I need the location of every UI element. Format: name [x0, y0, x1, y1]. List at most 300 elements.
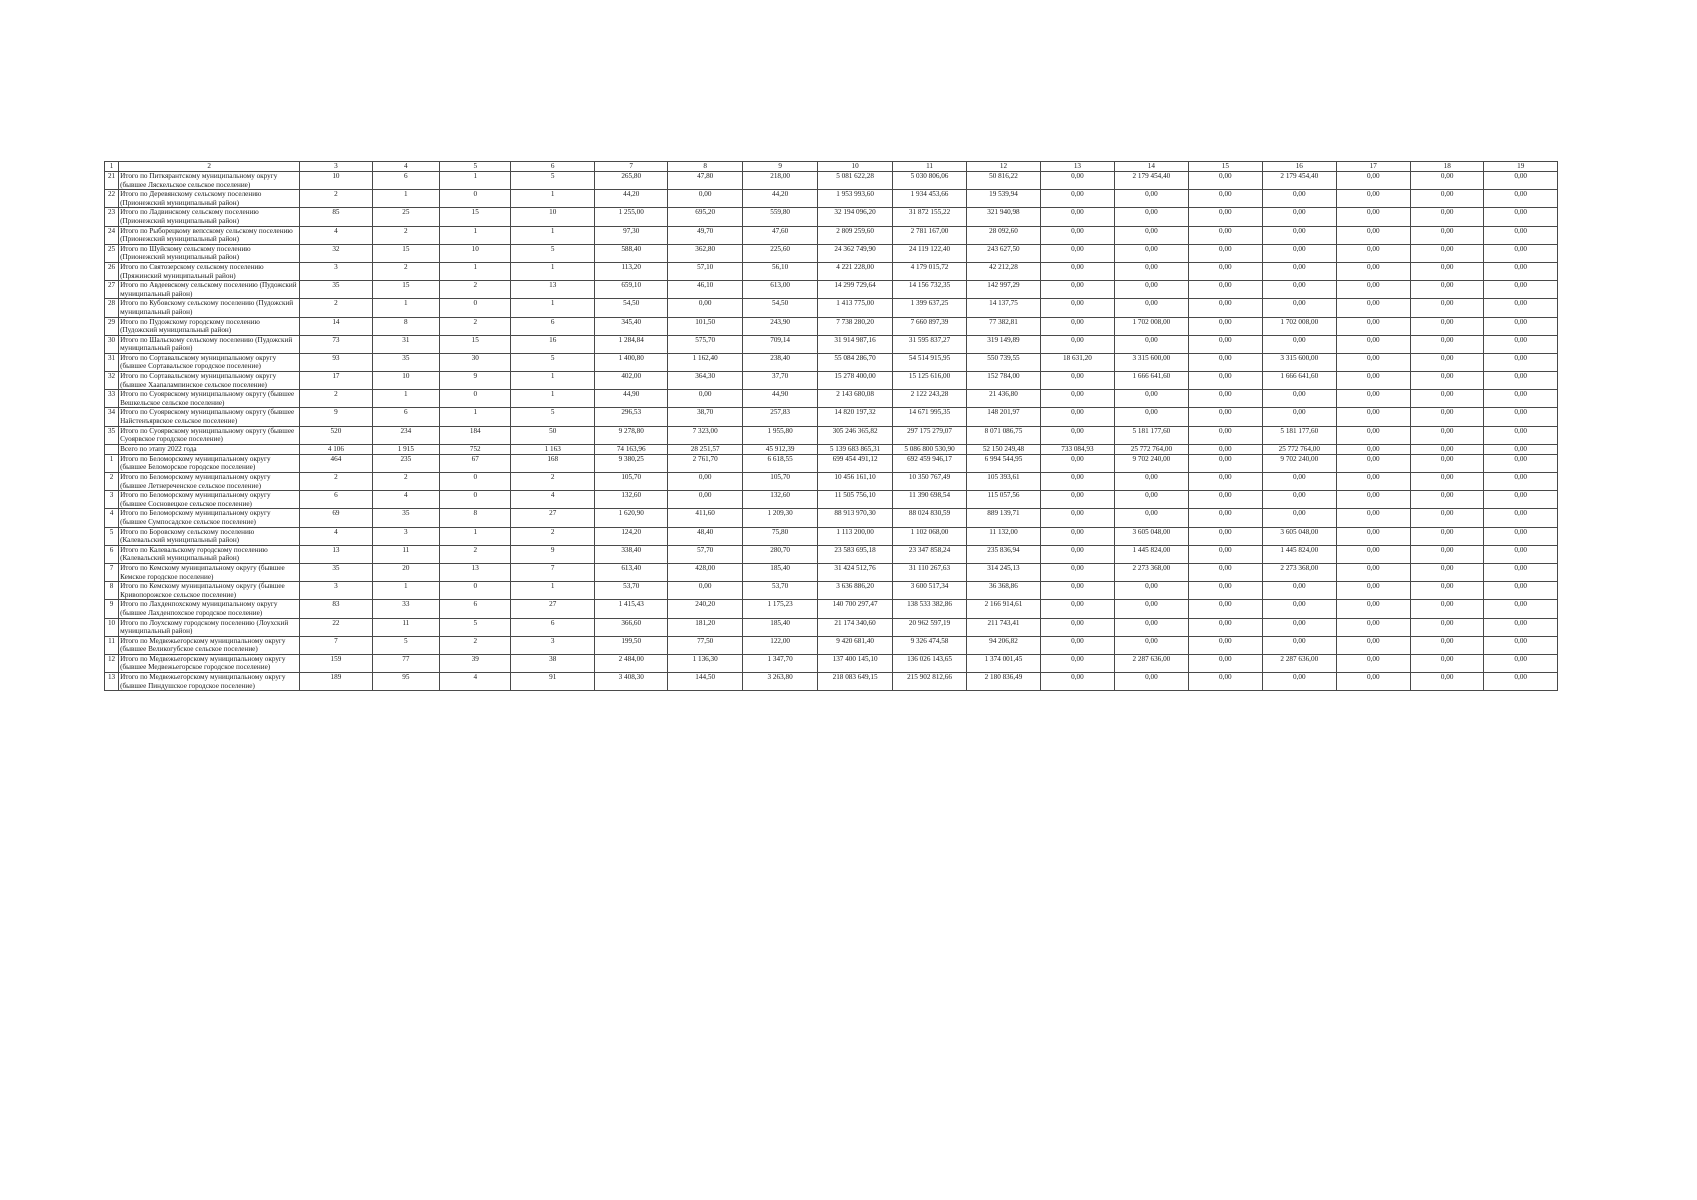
table-cell: 0,00 [1484, 618, 1558, 636]
table-cell: 0,00 [1263, 208, 1336, 226]
table-cell: 57,70 [668, 545, 742, 563]
table-cell: 15 [440, 208, 511, 226]
table-cell: 366,60 [594, 618, 667, 636]
table-cell: 49,70 [668, 226, 742, 244]
table-cell: 25 772 764,00 [1115, 444, 1188, 454]
table-cell: 0,00 [1040, 408, 1114, 426]
row-number: 9 [105, 600, 119, 618]
table-cell: 0,00 [1484, 262, 1558, 280]
table-cell: 1 [372, 582, 439, 600]
table-cell: 0,00 [1336, 299, 1410, 317]
table-cell: 152 784,00 [967, 372, 1040, 390]
table-cell: 0,00 [1188, 582, 1262, 600]
table-row [105, 527, 1558, 545]
table-cell: 0,00 [1336, 372, 1410, 390]
table-cell: 0,00 [1188, 618, 1262, 636]
table-cell: 0,00 [1040, 299, 1114, 317]
table-cell: 13 [440, 563, 511, 581]
table-cell: 0,00 [668, 390, 742, 408]
table-cell: 1 [440, 226, 511, 244]
table-cell: 0,00 [1336, 673, 1410, 691]
table-cell: 0,00 [1336, 654, 1410, 672]
table-cell: 0,00 [1410, 636, 1483, 654]
table-cell: 8 [440, 509, 511, 527]
row-label: Итого по Пудожскому городскому поселению (Пудожский муниципальный район) [119, 317, 300, 335]
table-cell: 52 150 249,48 [967, 444, 1040, 454]
table-cell: 0,00 [1040, 673, 1114, 691]
header-row [105, 162, 1558, 172]
table-cell: 30 [440, 353, 511, 371]
table-cell: 22 [300, 618, 372, 636]
table-cell: 613,40 [594, 563, 667, 581]
table-cell: 124,20 [594, 527, 667, 545]
table-cell: 0,00 [1115, 582, 1188, 600]
column-header: 19 [1484, 162, 1558, 172]
row-label: Итого по Лоухскому городскому поселению (Лоухский муниципальный район) [119, 618, 300, 636]
table-cell: 5 086 800 530,90 [892, 444, 966, 454]
table-cell: 44,20 [594, 190, 667, 208]
table-cell: 1 400,80 [594, 353, 667, 371]
table-cell: 0 [440, 582, 511, 600]
row-label: Итого по Боровскому сельскому поселению (Калевальский муниципальный район) [119, 527, 300, 545]
table-cell: 3 600 517,34 [892, 582, 966, 600]
table-cell: 0,00 [1484, 226, 1558, 244]
table-cell: 105 393,61 [967, 473, 1040, 491]
row-number: 10 [105, 618, 119, 636]
table-cell: 0,00 [1040, 262, 1114, 280]
table-cell: 2 [372, 473, 439, 491]
table-cell: 1 934 453,66 [892, 190, 966, 208]
column-header: 6 [511, 162, 595, 172]
table-row [105, 636, 1558, 654]
table-cell: 0,00 [1410, 509, 1483, 527]
table-cell: 27 [511, 509, 595, 527]
table-cell: 44,20 [742, 190, 817, 208]
table-cell: 235 [372, 454, 439, 472]
table-cell: 0,00 [1040, 317, 1114, 335]
table-cell: 0,00 [1484, 372, 1558, 390]
table-cell: 0,00 [1484, 563, 1558, 581]
row-label: Итого по Суоярвскому муниципальному округу (бывшее Суоярвское городское поселение) [119, 426, 300, 444]
column-header: 18 [1410, 162, 1483, 172]
table-cell: 0,00 [1336, 454, 1410, 472]
table-cell: 37,70 [742, 372, 817, 390]
table-cell: 57,10 [668, 262, 742, 280]
row-number: 2 [105, 473, 119, 491]
row-label: Итого по Питкярантскому муниципальному округу (бывшее Ляскельское сельское поселение) [119, 172, 300, 190]
table-cell: 362,80 [668, 244, 742, 262]
table-cell: 138 533 382,86 [892, 600, 966, 618]
table-cell: 2 287 636,00 [1263, 654, 1336, 672]
table-cell: 0,00 [1336, 426, 1410, 444]
table-cell: 0,00 [1336, 636, 1410, 654]
table-cell: 1 415,43 [594, 600, 667, 618]
table-cell: 0,00 [1484, 408, 1558, 426]
table-cell: 1 702 008,00 [1115, 317, 1188, 335]
table-cell: 575,70 [668, 335, 742, 353]
table-cell: 0,00 [1115, 244, 1188, 262]
column-header: 14 [1115, 162, 1188, 172]
table-cell: 0,00 [1336, 600, 1410, 618]
table-cell: 0,00 [1040, 426, 1114, 444]
table-cell: 0,00 [1040, 654, 1114, 672]
table-cell: 9 702 240,00 [1263, 454, 1336, 472]
table-row [105, 172, 1558, 190]
column-header: 11 [892, 162, 966, 172]
row-number: 22 [105, 190, 119, 208]
table-cell: 0,00 [1484, 335, 1558, 353]
table-cell: 3 [300, 582, 372, 600]
row-number: 13 [105, 673, 119, 691]
table-cell: 115 057,56 [967, 491, 1040, 509]
table-cell: 2 [511, 527, 595, 545]
table-cell: 0,00 [1188, 636, 1262, 654]
table-cell: 95 [372, 673, 439, 691]
table-cell: 0,00 [1484, 491, 1558, 509]
table-cell: 11 505 756,10 [818, 491, 892, 509]
table-cell: 0,00 [1040, 600, 1114, 618]
column-header: 4 [372, 162, 439, 172]
table-cell: 0,00 [1040, 473, 1114, 491]
table-cell: 56,10 [742, 262, 817, 280]
table-cell: 10 [300, 172, 372, 190]
table-cell: 15 [372, 281, 439, 299]
table-cell: 88 913 970,30 [818, 509, 892, 527]
table-row [105, 673, 1558, 691]
table-cell: 1 209,30 [742, 509, 817, 527]
row-number: 33 [105, 390, 119, 408]
table-cell: 46,10 [668, 281, 742, 299]
table-row [105, 190, 1558, 208]
table-cell: 28 092,60 [967, 226, 1040, 244]
table-cell: 0,00 [1410, 600, 1483, 618]
table-cell: 0,00 [1484, 244, 1558, 262]
row-label: Итого по Суоярвскому муниципальному округу (бывшее Найстенъярвское сельское поселение) [119, 408, 300, 426]
table-cell: 53,70 [594, 582, 667, 600]
table-cell: 280,70 [742, 545, 817, 563]
table-cell: 0,00 [1263, 473, 1336, 491]
table-cell: 159 [300, 654, 372, 672]
table-cell: 0,00 [1040, 335, 1114, 353]
table-cell: 25 772 764,00 [1263, 444, 1336, 454]
table-cell: 25 [372, 208, 439, 226]
table-cell: 0,00 [1410, 299, 1483, 317]
table-cell: 1 [372, 299, 439, 317]
row-number: 3 [105, 491, 119, 509]
table-cell: 0,00 [1484, 190, 1558, 208]
table-row [105, 600, 1558, 618]
table-cell: 0,00 [1410, 582, 1483, 600]
table-cell: 14 [300, 317, 372, 335]
table-cell: 9 278,80 [594, 426, 667, 444]
column-header: 17 [1336, 162, 1410, 172]
table-cell: 1 136,30 [668, 654, 742, 672]
table-cell: 0,00 [1115, 299, 1188, 317]
table-cell: 5 [511, 408, 595, 426]
table-cell: 4 221 228,00 [818, 262, 892, 280]
table-cell: 0,00 [1188, 335, 1262, 353]
table-row [105, 390, 1558, 408]
table-cell: 0,00 [1188, 190, 1262, 208]
table-cell: 10 456 161,10 [818, 473, 892, 491]
table-cell: 50 816,22 [967, 172, 1040, 190]
table-cell: 0,00 [1188, 208, 1262, 226]
table-cell: 1 [511, 299, 595, 317]
table-cell: 0,00 [1410, 527, 1483, 545]
row-number: 35 [105, 426, 119, 444]
table-cell: 0,00 [1263, 491, 1336, 509]
table-cell: 14 137,75 [967, 299, 1040, 317]
table-cell: 0,00 [1484, 426, 1558, 444]
row-label: Итого по Калевальскому городскому поселению (Калевальский муниципальный район) [119, 545, 300, 563]
table-cell: 0,00 [1410, 317, 1483, 335]
table-cell: 53,70 [742, 582, 817, 600]
table-cell: 588,40 [594, 244, 667, 262]
table-cell: 142 997,29 [967, 281, 1040, 299]
table-cell: 0,00 [1410, 353, 1483, 371]
table-cell: 0,00 [1410, 654, 1483, 672]
table-cell: 0,00 [1188, 317, 1262, 335]
table-cell: 32 194 096,20 [818, 208, 892, 226]
table-cell: 2 [300, 390, 372, 408]
table-cell: 6 618,55 [742, 454, 817, 472]
table-cell: 0,00 [1410, 390, 1483, 408]
row-label: Итого по Кубовскому сельскому поселению (Пудожский муниципальный район) [119, 299, 300, 317]
table-cell: 2 179 454,40 [1115, 172, 1188, 190]
table-cell: 101,50 [668, 317, 742, 335]
table-cell: 0,00 [1336, 582, 1410, 600]
table-cell: 4 [372, 491, 439, 509]
table-cell: 364,30 [668, 372, 742, 390]
table-cell: 184 [440, 426, 511, 444]
table-cell: 91 [511, 673, 595, 691]
table-cell: 0,00 [1336, 509, 1410, 527]
total-row [105, 444, 1558, 454]
table-cell: 889 139,71 [967, 509, 1040, 527]
table-cell: 73 [300, 335, 372, 353]
table-cell: 345,40 [594, 317, 667, 335]
table-cell: 77,50 [668, 636, 742, 654]
table-cell: 0,00 [1188, 600, 1262, 618]
table-cell: 0,00 [1188, 299, 1262, 317]
table-cell: 1 163 [511, 444, 595, 454]
table-cell: 0,00 [1188, 454, 1262, 472]
row-label: Итого по Беломорскому муниципальному округу (бывшее Сумпосадское сельское поселение) [119, 509, 300, 527]
table-cell: 13 [300, 545, 372, 563]
table-cell: 39 [440, 654, 511, 672]
table-cell: 15 278 400,00 [818, 372, 892, 390]
table-cell: 189 [300, 673, 372, 691]
row-label: Итого по Медвежьегорскому муниципальному округу (бывшее Великогубское сельское поселение) [119, 636, 300, 654]
table-cell: 215 902 812,66 [892, 673, 966, 691]
table-cell: 0,00 [1115, 473, 1188, 491]
table-cell: 6 [372, 172, 439, 190]
table-cell: 31 110 267,63 [892, 563, 966, 581]
table-cell: 1 [440, 262, 511, 280]
table-row [105, 262, 1558, 280]
table-cell: 733 084,93 [1040, 444, 1114, 454]
row-label: Итого по Кемскому муниципальному округу (бывшее Кемское городское поселение) [119, 563, 300, 581]
row-label: Итого по Беломорскому муниципальному округу (бывшее Летнереченское сельское поселение) [119, 473, 300, 491]
table-cell: 0,00 [1040, 390, 1114, 408]
row-number: 7 [105, 563, 119, 581]
table-cell: 0,00 [1115, 190, 1188, 208]
table-cell: 0,00 [1410, 408, 1483, 426]
table-cell: 0,00 [1263, 299, 1336, 317]
table-cell: 0,00 [1484, 390, 1558, 408]
table-cell: 0,00 [1336, 527, 1410, 545]
table-cell: 31 595 837,27 [892, 335, 966, 353]
row-number: 4 [105, 509, 119, 527]
row-label: Итого по Ладвинскому сельскому поселению (Прионежский муниципальный район) [119, 208, 300, 226]
table-cell: 0,00 [1188, 426, 1262, 444]
table-cell: 0,00 [1336, 317, 1410, 335]
table-cell: 0,00 [1263, 190, 1336, 208]
table-cell: 1 113 200,00 [818, 527, 892, 545]
table-cell: 0,00 [1040, 491, 1114, 509]
table-cell: 97,30 [594, 226, 667, 244]
table-cell: 14 820 197,32 [818, 408, 892, 426]
table-cell: 0,00 [1336, 335, 1410, 353]
column-header: 10 [818, 162, 892, 172]
table-cell: 0,00 [1115, 408, 1188, 426]
row-number: 24 [105, 226, 119, 244]
table-cell: 10 350 767,49 [892, 473, 966, 491]
table-cell: 3 605 048,00 [1263, 527, 1336, 545]
table-cell: 5 [511, 244, 595, 262]
row-number: 27 [105, 281, 119, 299]
row-number: 31 [105, 353, 119, 371]
table-cell: 659,10 [594, 281, 667, 299]
table-cell: 0,00 [1263, 673, 1336, 691]
table-cell: 19 539,94 [967, 190, 1040, 208]
row-number: 32 [105, 372, 119, 390]
table-cell: 0,00 [1484, 636, 1558, 654]
table-cell: 265,80 [594, 172, 667, 190]
table-cell: 0,00 [1188, 172, 1262, 190]
table-cell: 2 781 167,00 [892, 226, 966, 244]
table-cell: 0,00 [1263, 262, 1336, 280]
table-cell: 2 484,00 [594, 654, 667, 672]
table-cell: 0,00 [1115, 636, 1188, 654]
table-cell: 0,00 [1410, 335, 1483, 353]
table-cell: 8 [372, 317, 439, 335]
table-cell: 35 [300, 563, 372, 581]
table-cell: 1 666 641,60 [1115, 372, 1188, 390]
table-cell: 0,00 [1115, 226, 1188, 244]
table-cell: 402,00 [594, 372, 667, 390]
housing-program-table [104, 161, 1558, 691]
table-cell: 185,40 [742, 618, 817, 636]
table-cell: 1 162,40 [668, 353, 742, 371]
table-cell: 5 [440, 618, 511, 636]
table-cell: 15 [372, 244, 439, 262]
table-cell: 0,00 [1040, 582, 1114, 600]
table-cell: 0,00 [1040, 172, 1114, 190]
table-row [105, 473, 1558, 491]
table-cell: 0,00 [1484, 317, 1558, 335]
table-cell: 0,00 [1188, 390, 1262, 408]
table-cell: 54,50 [594, 299, 667, 317]
table-cell: 50 [511, 426, 595, 444]
table-cell: 199,50 [594, 636, 667, 654]
table-cell: 0 [440, 190, 511, 208]
table-row [105, 545, 1558, 563]
table-cell: 0,00 [1410, 545, 1483, 563]
row-number: 5 [105, 527, 119, 545]
table-cell: 88 024 830,59 [892, 509, 966, 527]
table-cell: 0,00 [1410, 673, 1483, 691]
table-row [105, 563, 1558, 581]
table-cell: 55 084 286,70 [818, 353, 892, 371]
table-cell: 0,00 [1040, 454, 1114, 472]
table-cell: 38,70 [668, 408, 742, 426]
table-cell: 2 [440, 636, 511, 654]
table-cell: 67 [440, 454, 511, 472]
table-cell: 1 347,70 [742, 654, 817, 672]
table-cell: 2 [440, 545, 511, 563]
table-cell: 0,00 [1263, 390, 1336, 408]
table-cell: 5 081 622,28 [818, 172, 892, 190]
table-cell: 74 163,96 [594, 444, 667, 454]
table-cell: 7 660 897,39 [892, 317, 966, 335]
table-cell: 5 030 806,06 [892, 172, 966, 190]
table-cell: 7 323,00 [668, 426, 742, 444]
column-header: 9 [742, 162, 817, 172]
table-cell: 0,00 [1188, 673, 1262, 691]
table-cell: 0,00 [1040, 509, 1114, 527]
table-cell: 2 [511, 473, 595, 491]
table-cell: 3 [300, 262, 372, 280]
column-header: 5 [440, 162, 511, 172]
table-body [105, 162, 1558, 691]
column-header: 3 [300, 162, 372, 172]
table-cell: 0,00 [1410, 172, 1483, 190]
table-cell: 695,20 [668, 208, 742, 226]
row-label: Итого по Медвежьегорскому муниципальному округу (бывшее Пиндушское городское поселение) [119, 673, 300, 691]
table-cell: 218,00 [742, 172, 817, 190]
table-cell: 69 [300, 509, 372, 527]
table-cell: 54 514 915,95 [892, 353, 966, 371]
table-cell: 11 132,00 [967, 527, 1040, 545]
table-cell: 0,00 [1040, 208, 1114, 226]
table-cell: 35 [372, 509, 439, 527]
table-cell: 3 [372, 527, 439, 545]
table-cell: 137 400 145,10 [818, 654, 892, 672]
row-label: Итого по Медвежьегорскому муниципальному округу (бывшее Медвежьегорское городское поселение) [119, 654, 300, 672]
table-cell: 0,00 [1188, 372, 1262, 390]
table-cell: 1 374 001,45 [967, 654, 1040, 672]
table-cell: 2 143 680,08 [818, 390, 892, 408]
table-cell: 136 026 143,65 [892, 654, 966, 672]
row-label: Итого по Шальскому сельскому поселению (Пудожский муниципальный район) [119, 335, 300, 353]
column-header: 1 [105, 162, 119, 172]
table-cell: 0,00 [1336, 172, 1410, 190]
table-cell: 75,80 [742, 527, 817, 545]
table-cell: 5 181 177,60 [1115, 426, 1188, 444]
table-cell: 0,00 [1410, 208, 1483, 226]
table-cell: 1 [511, 372, 595, 390]
table-cell: 18 631,20 [1040, 353, 1114, 371]
table-cell: 0,00 [668, 491, 742, 509]
table-cell: 0,00 [1188, 545, 1262, 563]
table-cell: 0,00 [1188, 563, 1262, 581]
table-cell: 0 [440, 473, 511, 491]
table-cell: 321 940,98 [967, 208, 1040, 226]
table-cell: 1 [511, 390, 595, 408]
table-cell: 4 106 [300, 444, 372, 454]
column-header: 15 [1188, 162, 1262, 172]
